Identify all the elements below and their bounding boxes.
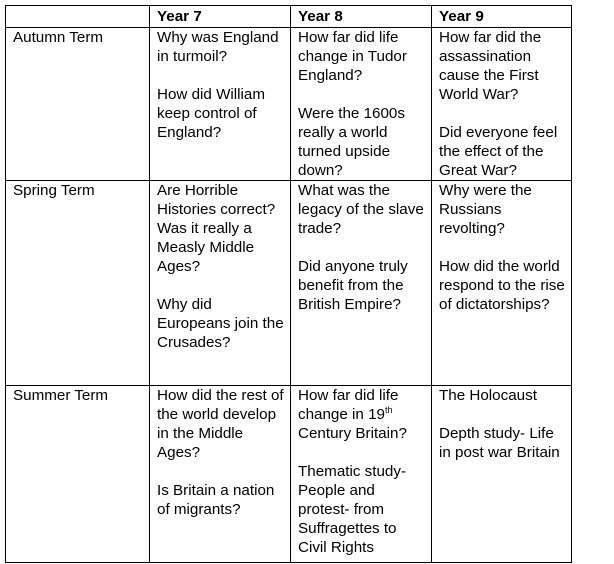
question: What was the legacy of the slave trade?: [298, 182, 424, 237]
term-label: Summer Term: [6, 386, 150, 563]
question: How far did life change in Tudor England?: [298, 29, 407, 84]
table-row-summer: [6, 386, 572, 563]
question-text: How far did life change in 19: [298, 387, 399, 423]
question: The Holocaust: [439, 387, 537, 404]
header-year-9: Year 9: [432, 6, 572, 28]
question-text: Century Britain?: [298, 425, 407, 442]
question: Why did Europeans join the Crusades?: [157, 296, 284, 351]
cell-spring-year-9: [432, 181, 572, 386]
question: Did everyone feel the effect of the Great War?: [439, 124, 558, 179]
question: Did anyone truly benefit from the British Empire?: [298, 258, 408, 313]
cell-autumn-year-7: [150, 28, 291, 181]
question: How did the world respond to the rise of dictatorships?: [439, 258, 565, 313]
question: Thematic study- People and protest- from Suffragettes to Civil Rights: [298, 463, 407, 556]
table-row-spring: [6, 181, 572, 386]
question: How did William keep control of England?: [157, 86, 266, 141]
cell-autumn-year-8: [291, 28, 432, 181]
ordinal-suffix: th: [384, 405, 393, 415]
question: Why was England in turmoil?: [157, 29, 279, 65]
header-year-7: Year 7: [150, 6, 291, 28]
question: How did the rest of the world develop in the Middle Ages?: [157, 387, 284, 461]
cell-summer-year-9: [432, 386, 572, 563]
curriculum-table: [5, 5, 572, 563]
question: Is Britain a nation of migrants?: [157, 482, 275, 518]
table-row-autumn: [6, 28, 572, 181]
term-label: Autumn Term: [6, 28, 150, 181]
question: Were the 1600s really a world turned upside down?: [298, 105, 405, 179]
cell-spring-year-7: [150, 181, 291, 386]
cell-autumn-year-9: [432, 28, 572, 181]
cell-summer-year-7: [150, 386, 291, 563]
cell-spring-year-8: [291, 181, 432, 386]
term-label: Spring Term: [6, 181, 150, 386]
question: [298, 386, 427, 443]
question: Depth study- Life in post war Britain: [439, 425, 560, 461]
header-year-8: Year 8: [291, 6, 432, 28]
header-row: [6, 6, 572, 28]
question: Why were the Russians revolting?: [439, 182, 532, 237]
header-cell-empty: [6, 6, 150, 28]
question: Are Horrible Histories correct? Was it really a Measly Middle Ages?: [157, 182, 276, 275]
question: How far did the assassination cause the First World War?: [439, 29, 542, 103]
cell-summer-year-8: [291, 386, 432, 563]
